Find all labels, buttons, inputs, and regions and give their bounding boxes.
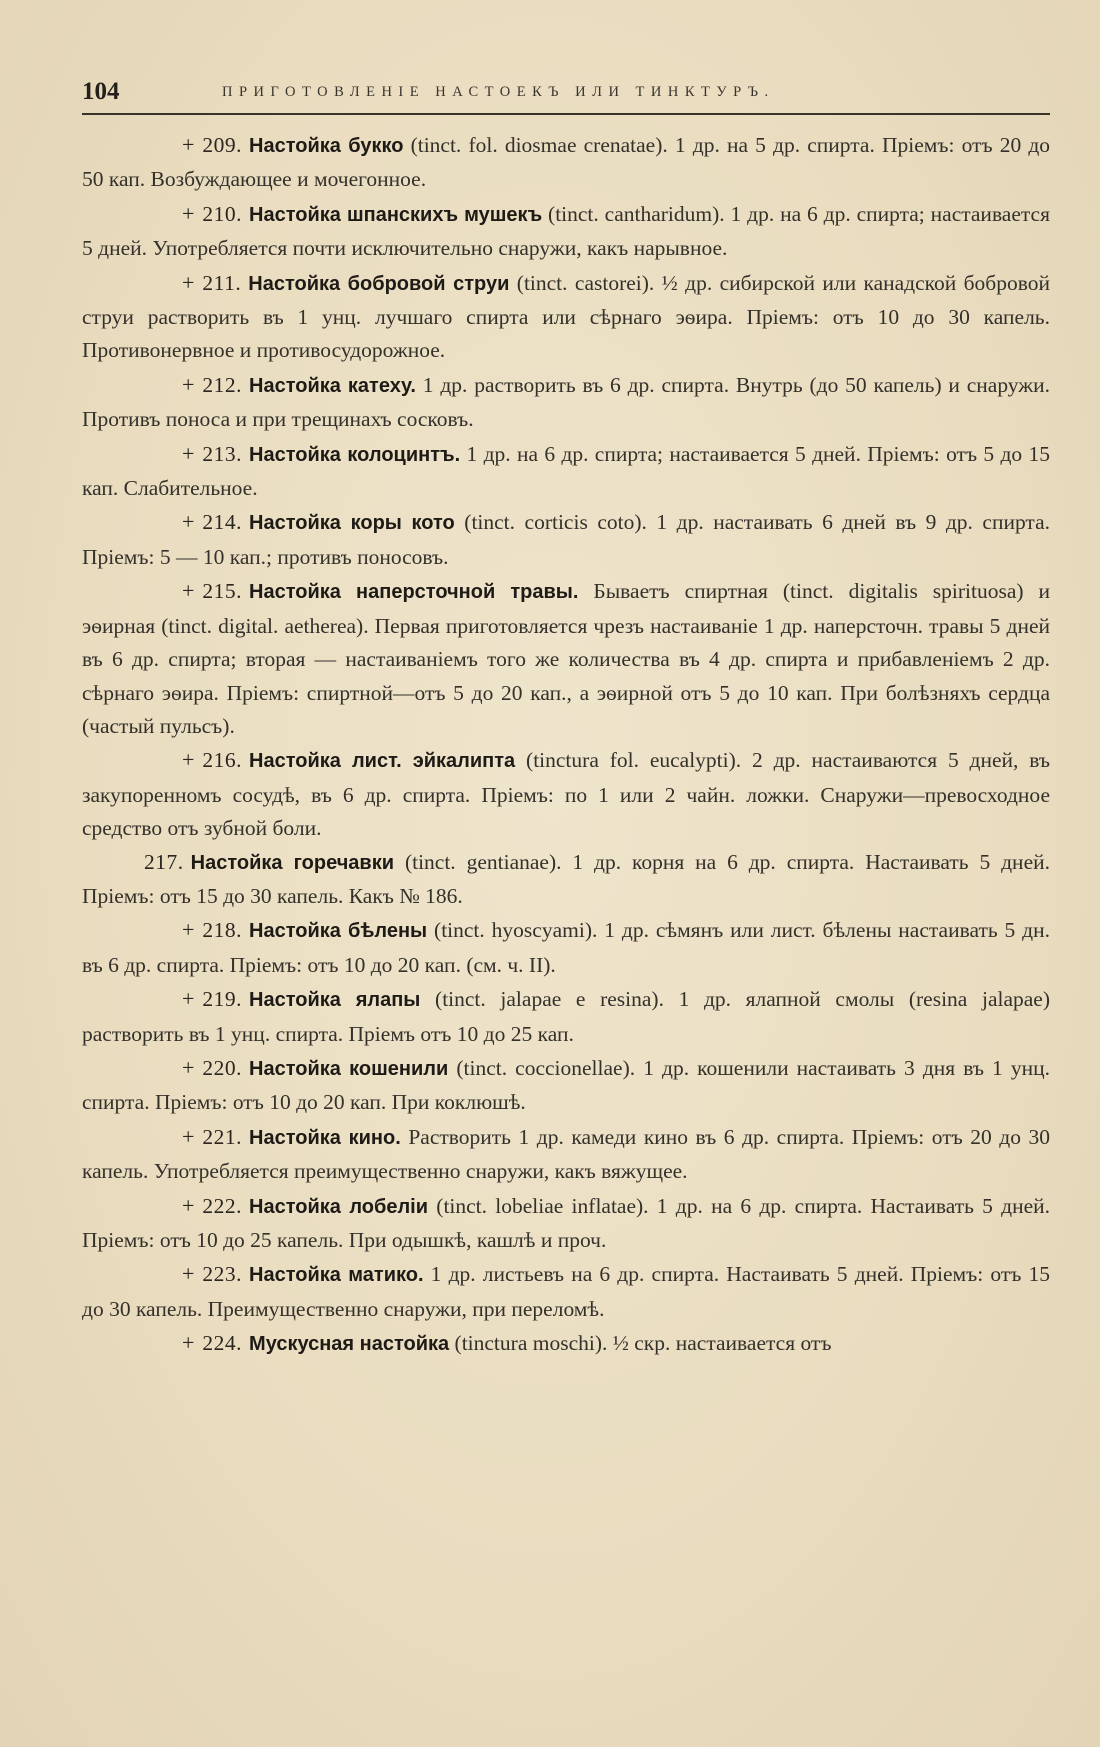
recipe-title: Настойка матико. — [249, 1264, 424, 1287]
recipe-text: (tinct. castorei). ½ др. сибирской или канадской бобровой струи растворить въ 1 унц. лучшаго спирта или сѣрнаго эѳира. Пріемъ: отъ 10 до 30 капель. Противонервное и противосудорожное. — [82, 270, 1051, 363]
entries-list — [82, 128, 1050, 1362]
recipe-text: (tinct. fol. diosmae crenatae). 1 др. на 5 др. спирта. Пріемъ: отъ 20 до 50 кап. Возбуждающее и мочегонное. — [82, 133, 1051, 192]
recipe-number: 214. — [202, 510, 243, 535]
recipe-number: 218. — [202, 918, 243, 943]
recipe-title: Настойка наперсточной травы. — [249, 581, 579, 604]
recipe-text: Растворить 1 др. камеди кино въ 6 др. спирта. Пріемъ: отъ 20 до 30 капель. Употребляется преимущественно снаружи, какъ вяжущее. — [82, 1124, 1051, 1184]
recipe-title: Настойка шпанскихъ мушекъ — [249, 203, 543, 226]
recipe-entry — [82, 266, 1050, 368]
recipe-number: 222. — [202, 1193, 243, 1218]
recipe-text: (tinct. coccionellae). 1 др. кошенили настаивать 3 дня въ 1 унц. спирта. Пріемъ: отъ 10 до 20 кап. При коклюшѣ. — [82, 1055, 1051, 1115]
recipe-number: 212. — [202, 372, 243, 397]
recipe-title: Настойка лист. эйкалипта — [249, 750, 516, 773]
recipe-title: Настойка катеху. — [249, 374, 416, 397]
recipe-entry — [82, 505, 1050, 574]
recipe-number: 220. — [202, 1055, 243, 1080]
recipe-number: 217. — [144, 849, 184, 874]
running-title: ПРИГОТОВЛЕНІЕ НАСТОЕКЪ ИЛИ ТИНКТУРЪ. — [222, 84, 775, 100]
dagger-mark: + — [182, 1123, 195, 1149]
recipe-entry — [82, 982, 1050, 1051]
dagger-mark: + — [182, 440, 195, 466]
page-number: 104 — [82, 78, 120, 105]
recipe-text: (tinct. cantharidum). 1 др. на 6 др. спирта; настаивается 5 дней. Употребляется почти исключительно снаружи, какъ нарывное. — [82, 201, 1050, 261]
recipe-title: Настойка кино. — [249, 1126, 401, 1149]
recipe-entry — [82, 1051, 1050, 1120]
recipe-number: 219. — [202, 987, 243, 1012]
recipe-entry — [82, 574, 1050, 743]
recipe-number: 223. — [202, 1262, 243, 1287]
recipe-number: 216. — [202, 748, 243, 773]
dagger-mark: + — [182, 371, 195, 397]
recipe-number: 211. — [202, 270, 242, 295]
recipe-text: (tinctura moschi). ½ скр. настаивается отъ — [454, 1331, 832, 1356]
recipe-entry — [82, 1189, 1050, 1258]
recipe-entry — [82, 1120, 1050, 1189]
recipe-entry — [82, 197, 1050, 266]
recipe-number: 210. — [202, 201, 243, 226]
recipe-text: (tinct. lobeliae inflatae). 1 др. на 6 др. спирта. Настаивать 5 дней. Пріемъ: отъ 10 до 25 капель. При одышкѣ, кашлѣ и проч. — [82, 1193, 1050, 1252]
recipe-number: 221. — [202, 1124, 243, 1149]
recipe-entry — [82, 1257, 1050, 1326]
dagger-mark: + — [182, 269, 195, 295]
recipe-entry — [82, 128, 1050, 197]
recipe-entry — [82, 846, 1050, 914]
dagger-mark: + — [182, 509, 195, 535]
recipe-number: 224. — [202, 1331, 243, 1356]
page-header — [82, 78, 1048, 114]
recipe-entry — [82, 368, 1050, 437]
dagger-mark: + — [182, 1330, 195, 1356]
recipe-text: (tinctura fol. eucalypti). 2 др. настаиваются 5 дней, въ закупоренномъ сосудѣ, въ 6 др. спирта. Пріемъ: по 1 или 2 чайн. ложки. Снаружи—превосходное средство отъ зубной боли. — [82, 748, 1050, 841]
recipe-title: Настойка колоцинтъ. — [249, 443, 461, 466]
dagger-mark: + — [182, 747, 195, 773]
recipe-title: Настойка коры кото — [249, 512, 455, 535]
recipe-text: (tinct. gentianae). 1 др. корня на 6 др. спирта. Настаивать 5 дней. Пріемъ: отъ 15 до 30 капель. Какъ № 186. — [82, 849, 1050, 908]
dagger-mark: + — [182, 200, 195, 226]
recipe-text: Бываетъ спиртная (tinct. digitalis spirituosa) и эѳирная (tinct. digital. aetherea). Первая приготовляется чрезъ настаиваніе 1 др. наперсточн. травы 5 дней въ 6 др. спирта; вторая — настаиваніемъ того же количества въ 4 др. спирта и прибавленіемъ 2 др. сѣрнаго эѳира. Пріемъ: спиртной—отъ 5 до 20 кап., а эѳирной отъ 5 до 10 кап. При болѣзняхъ сердца (частый пульсъ). — [82, 579, 1051, 738]
recipe-number: 209. — [202, 133, 243, 157]
recipe-title: Настойка горечавки — [190, 851, 395, 874]
header-rule — [82, 113, 1050, 115]
recipe-text: (tinct. jalapae e resina). 1 др. ялапной смолы (resina jalapae) растворить въ 1 унц. спирта. Пріемъ отъ 10 до 25 кап. — [82, 987, 1050, 1046]
dagger-mark: + — [182, 132, 195, 157]
recipe-title: Мускусная настойка — [249, 1333, 450, 1356]
dagger-mark: + — [182, 1054, 195, 1080]
recipe-entry — [82, 913, 1050, 982]
dagger-mark: + — [182, 1261, 195, 1287]
recipe-entry — [82, 437, 1050, 506]
recipe-entry — [82, 1326, 1050, 1361]
recipe-title: Настойка лобеліи — [249, 1195, 429, 1218]
recipe-text: (tinct. hyoscyami). 1 др. сѣмянъ или лист. бѣлены настаивать 5 дн. въ 6 др. спирта. Пріемъ: отъ 10 до 20 кап. (см. ч. II). — [82, 918, 1051, 977]
recipe-number: 215. — [202, 579, 243, 604]
recipe-text: (tinct. corticis coto). 1 др. настаивать 6 дней въ 9 др. спирта. Пріемъ: 5 — 10 кап.; противъ поносовъ. — [82, 510, 1051, 569]
recipe-title: Настойка бобровой струи — [248, 272, 510, 295]
recipe-title: Настойка букко — [249, 135, 404, 157]
recipe-text: 1 др. листьевъ на 6 др. спирта. Настаивать 5 дней. Пріемъ: отъ 15 до 30 капель. Преимущественно снаружи, при переломѣ. — [82, 1262, 1050, 1321]
dagger-mark: + — [182, 1192, 195, 1218]
recipe-text: 1 др. на 6 др. спирта; настаивается 5 дней. Пріемъ: отъ 5 до 15 кап. Слабительное. — [82, 441, 1050, 501]
recipe-number: 213. — [202, 441, 243, 466]
recipe-text: 1 др. растворить въ 6 др. спирта. Внутрь (до 50 капель) и снаружи. Противъ поноса и при трещинахъ сосковъ. — [82, 372, 1050, 432]
dagger-mark: + — [182, 986, 195, 1012]
recipe-title: Настойка кошенили — [249, 1057, 449, 1080]
dagger-mark: + — [182, 578, 195, 604]
recipe-title: Настойка бѣлены — [249, 920, 428, 943]
dagger-mark: + — [182, 917, 195, 943]
recipe-title: Настойка ялапы — [249, 989, 421, 1012]
recipe-entry — [82, 743, 1050, 845]
